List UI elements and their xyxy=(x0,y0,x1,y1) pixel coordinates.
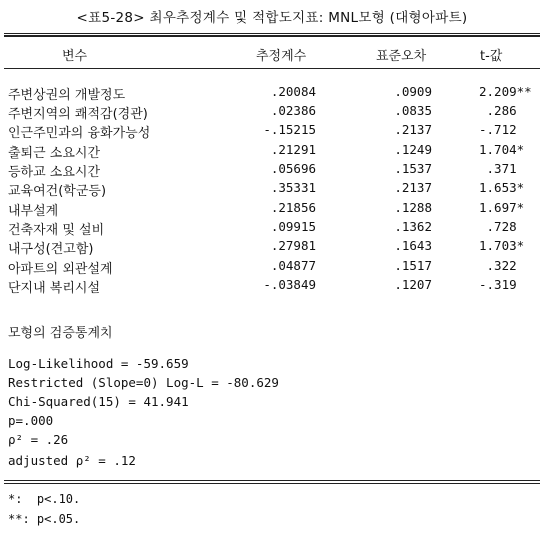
footnote-p10: *: p<.10. xyxy=(8,492,81,506)
bottom-rule-thin xyxy=(4,480,540,481)
row-variable: 주변상권의 개발정도 xyxy=(8,88,126,103)
row-coef: .04877 xyxy=(270,258,316,273)
row-t: 1.653* xyxy=(479,180,525,195)
row-coef: .09915 xyxy=(270,219,316,234)
header-t: t-값 xyxy=(480,49,503,64)
stat-adjusted-rho-squared: adjusted ρ² = .12 xyxy=(8,453,136,468)
table-row xyxy=(0,122,544,141)
stat-chi-squared: Chi-Squared(15) = 41.941 xyxy=(8,394,189,409)
row-coef: .27981 xyxy=(270,238,316,253)
row-coef: .05696 xyxy=(270,161,316,176)
row-t: 1.704* xyxy=(479,142,525,157)
row-t: 1.697* xyxy=(479,200,525,215)
row-se: .1249 xyxy=(394,142,432,157)
row-coef: .21856 xyxy=(270,200,316,215)
row-variable: 교육여건(학군등) xyxy=(8,184,107,199)
row-se: .0909 xyxy=(394,84,432,99)
stat-restricted-log-l: Restricted (Slope=0) Log-L = -80.629 xyxy=(8,375,279,390)
table-row xyxy=(0,200,544,219)
row-variable: 건축자재 및 설비 xyxy=(8,223,105,238)
row-t: 1.703* xyxy=(479,238,525,253)
row-variable: 출퇴근 소요시간 xyxy=(8,146,101,161)
row-se: .1362 xyxy=(394,219,432,234)
row-coef: -.03849 xyxy=(263,277,316,292)
row-se: .2137 xyxy=(394,122,432,137)
row-variable: 아파트의 외관설계 xyxy=(8,262,113,277)
row-coef: .20084 xyxy=(270,84,316,99)
table-row xyxy=(0,84,544,103)
table-row xyxy=(0,219,544,238)
header-se: 표준오차 xyxy=(376,49,427,64)
row-t: .286 xyxy=(479,103,517,118)
row-variable: 내부설계 xyxy=(8,204,59,219)
row-se: .0835 xyxy=(394,103,432,118)
table-row xyxy=(0,180,544,199)
row-se: .1517 xyxy=(394,258,432,273)
row-se: .1643 xyxy=(394,238,432,253)
row-coef: .21291 xyxy=(270,142,316,157)
row-coef: .02386 xyxy=(270,103,316,118)
row-variable: 단지내 복리시설 xyxy=(8,281,101,296)
row-variable: 등하교 소요시간 xyxy=(8,165,101,180)
table-row xyxy=(0,142,544,161)
stat-rho-squared: ρ² = .26 xyxy=(8,432,69,447)
stat-p-value: p=.000 xyxy=(8,413,54,428)
row-se: .1207 xyxy=(394,277,432,292)
row-t: -.712 xyxy=(479,122,517,137)
stats-title: 모형의 검증통계치 xyxy=(8,326,113,341)
row-t: .371 xyxy=(479,161,517,176)
row-se: .1288 xyxy=(394,200,432,215)
top-rule-thick xyxy=(4,35,540,37)
table-row xyxy=(0,103,544,122)
top-rule-thin xyxy=(4,33,540,34)
row-t: .728 xyxy=(479,219,517,234)
row-coef: .35331 xyxy=(270,180,316,195)
header-rule xyxy=(4,68,540,69)
row-variable: 인근주민과의 융화가능성 xyxy=(8,126,151,141)
bottom-rule-thin-2 xyxy=(4,483,540,484)
table-row xyxy=(0,161,544,180)
header-coef: 추정계수 xyxy=(256,49,307,64)
footnote-p05: **: p<.05. xyxy=(8,512,81,526)
row-variable: 주변지역의 쾌적감(경관) xyxy=(8,107,148,122)
row-t: -.319 xyxy=(479,277,517,292)
table-row xyxy=(0,258,544,277)
row-se: .2137 xyxy=(394,180,432,195)
row-t: .322 xyxy=(479,258,517,273)
table-row xyxy=(0,277,544,296)
row-coef: -.15215 xyxy=(263,122,316,137)
header-variable: 변수 xyxy=(62,49,88,64)
table-row xyxy=(0,238,544,257)
row-t: 2.209** xyxy=(479,84,532,99)
table-title: <표5-28> 최우추정계수 및 적합도지표: MNL모형 (대형아파트) xyxy=(76,10,468,26)
row-se: .1537 xyxy=(394,161,432,176)
stat-log-likelihood: Log-Likelihood = -59.659 xyxy=(8,356,189,371)
row-variable: 내구성(견고함) xyxy=(8,242,94,257)
